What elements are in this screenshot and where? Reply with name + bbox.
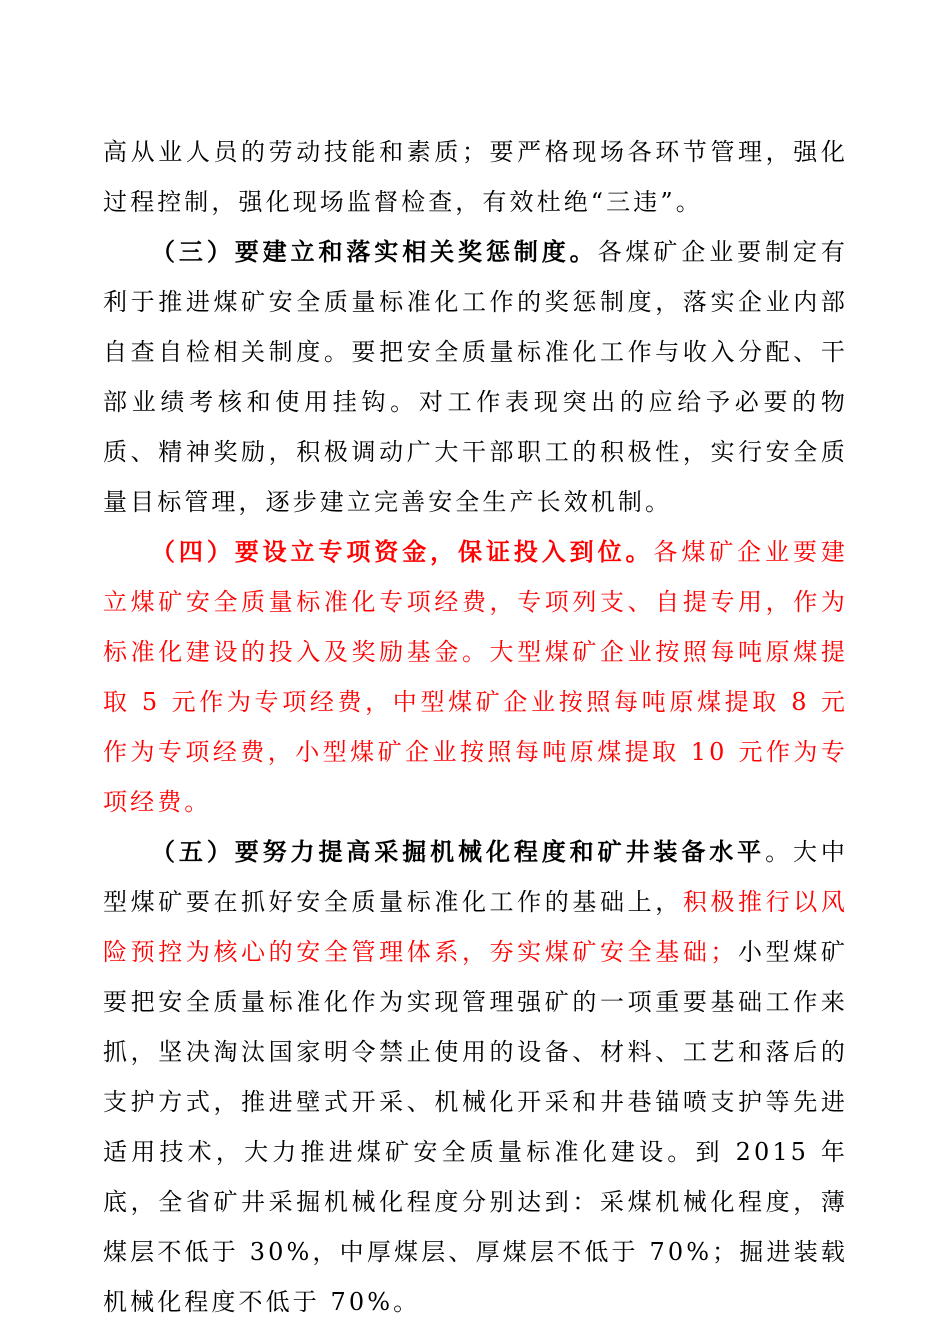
- paragraph-section-4: [103, 527, 848, 827]
- section-5-body-start: 。大中型煤矿要在抓好安全质量标准化工作的基础上，: [103, 838, 848, 916]
- paragraph-text: 高从业人员的劳动技能和素质；要严格现场各环节管理，强化过程控制，强化现场监督检查，有效杜绝“三违”。: [103, 138, 848, 216]
- section-5-heading: （五）要努力提高采掘机械化程度和矿井装备水平: [151, 838, 766, 866]
- section-5-body-highlight: 积极推行以风险预控为核心的安全管理体系，夯实煤矿安全基础；: [103, 888, 848, 966]
- paragraph-section-5: [103, 827, 848, 1327]
- paragraph-section-3: [103, 227, 848, 527]
- section-5-body-end: 小型煤矿要把安全质量标准化作为实现管理强矿的一项重要基础工作来抓，坚决淘汰国家明令禁止使用的设备、材料、工艺和落后的支护方式，推进壁式开采、机械化开采和井巷锚喷支护等先进适用技术，大力推进煤矿安全质量标准化建设。到 2015 年底，全省矿井采掘机械化程度分别达到：采煤机械化程度，薄煤层不低于 30%，中厚煤层、厚煤层不低于 70%；掘进装载机械化程度不低于 70%。: [103, 938, 848, 1316]
- document-body: [103, 127, 848, 1327]
- paragraph-continuation: [103, 127, 848, 227]
- section-3-body: 各煤矿企业要制定有利于推进煤矿安全质量标准化工作的奖惩制度，落实企业内部自查自检相关制度。要把安全质量标准化工作与收入分配、干部业绩考核和使用挂钩。对工作表现突出的应给予必要的物质、精神奖励，积极调动广大干部职工的积极性，实行安全质量目标管理，逐步建立完善安全生产长效机制。: [103, 238, 848, 516]
- section-4-heading: （四）要设立专项资金，保证投入到位。: [151, 538, 654, 566]
- section-3-heading: （三）要建立和落实相关奖惩制度。: [151, 238, 598, 266]
- section-4-body: 各煤矿企业要建立煤矿安全质量标准化专项经费，专项列支、自提专用，作为标准化建设的投入及奖励基金。大型煤矿企业按照每吨原煤提取 5 元作为专项经费，中型煤矿企业按照每吨原煤提取 8 元作为专项经费，小型煤矿企业按照每吨原煤提取 10 元作为专项经费。: [103, 538, 848, 816]
